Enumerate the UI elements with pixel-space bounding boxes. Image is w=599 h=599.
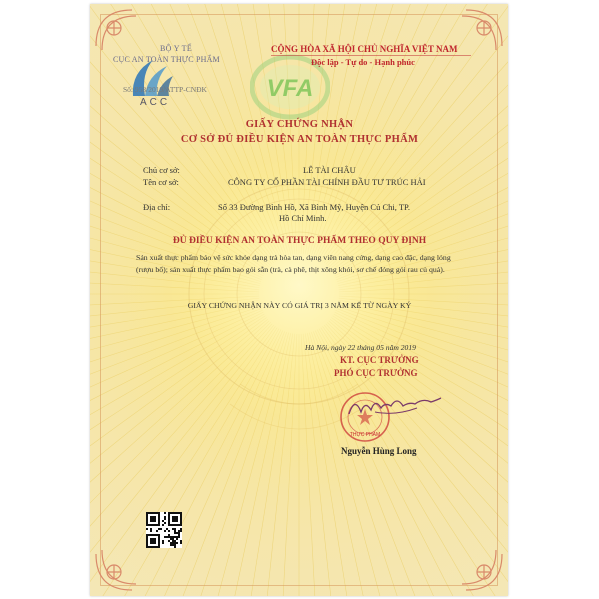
certificate-title: GIẤY CHỨNG NHẬN <box>245 119 354 130</box>
corner-ornament-top-right <box>444 6 506 68</box>
compliance-heading: ĐỦ ĐIỀU KIỆN AN TOÀN THỰC PHẨM THEO QUY ĐỊNH <box>172 236 427 246</box>
certificate-subtitle: CƠ SỞ ĐỦ ĐIỀU KIỆN AN TOÀN THỰC PHẨM <box>180 134 419 145</box>
national-motto: Độc lập - Tự do - Hạnh phúc <box>311 57 415 67</box>
vfa-watermark-text: VFA <box>266 75 314 102</box>
acc-logo-text: ACC <box>140 97 171 108</box>
signer-name: Nguyễn Hùng Long <box>341 446 417 456</box>
issue-date: Hà Nội, ngày 22 tháng 05 năm 2019 <box>305 343 416 352</box>
document-number: Số: 958/2019/ATTP-CNĐK <box>123 85 207 94</box>
corner-ornament-bottom-right <box>444 532 506 594</box>
business-scope: Sản xuất thực phẩm bảo vệ sức khỏe dạng trà hòa tan, dạng viên nang cứng, dạng cao đặc, dạng lỏng (rượu bổ); sản xuất thực phẩm bao gói sẵn (trà, cà phê, thịt xông khói, sơ chế đóng gói rau củ quả). <box>136 253 451 274</box>
address-line-1: Số 33 Đường Bình Hồ, Xã Bình Mỹ, Huyện Củ Chi, TP. <box>218 202 410 212</box>
agency-name: CỤC AN TOÀN THỰC PHẨM <box>113 55 220 64</box>
nation-title: CỘNG HÒA XÃ HỘI CHỦ NGHĨA VIỆT NAM <box>271 44 458 54</box>
establishment-name-value: CÔNG TY CỔ PHẦN TÀI CHÍNH ĐẦU TƯ TRÚC HẢI <box>228 177 426 187</box>
owner-value: LÊ TÀI CHÂU <box>303 165 356 175</box>
validity-statement: GIẤY CHỨNG NHẬN NÀY CÓ GIÁ TRỊ 3 NĂM KỂ TỪ NGÀY KÝ <box>187 301 412 310</box>
signer-title-1: KT. CỤC TRƯỞNG <box>340 355 419 365</box>
owner-label: Chủ cơ sở: <box>143 165 180 175</box>
handwritten-signature <box>345 392 445 422</box>
establishment-name-label: Tên cơ sở: <box>143 177 179 187</box>
address-line-2: Hồ Chí Minh. <box>279 213 327 223</box>
signer-title-2: PHÓ CỤC TRƯỞNG <box>334 368 418 378</box>
ministry-name: BỘ Y TẾ <box>160 44 193 53</box>
stamp-text: THỰC PHẨM <box>349 432 381 438</box>
qr-code[interactable] <box>146 512 182 548</box>
nation-underline <box>271 55 471 56</box>
corner-ornament-bottom-left <box>92 532 154 594</box>
address-label: Địa chỉ: <box>143 202 171 212</box>
